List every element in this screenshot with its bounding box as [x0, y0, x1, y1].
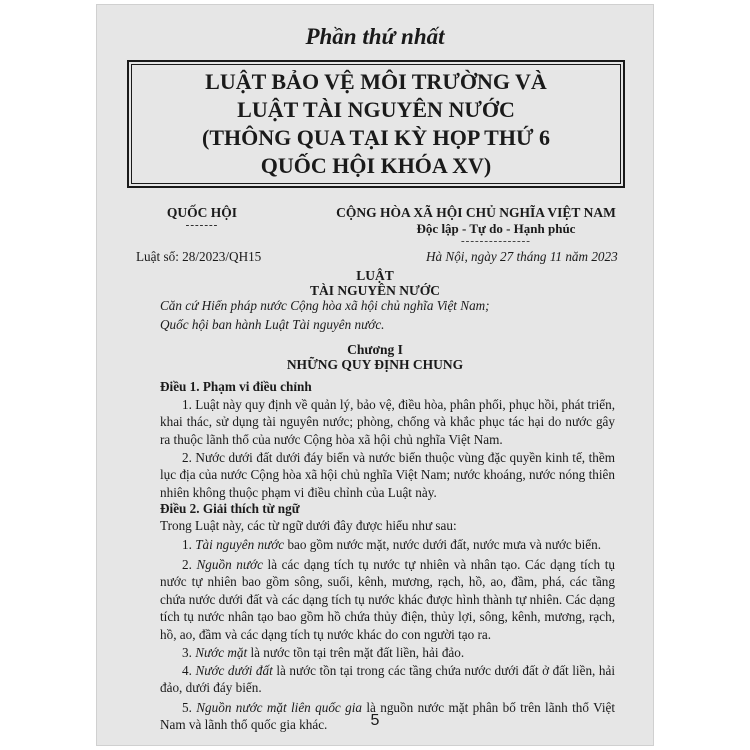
law-type: LUẬT	[356, 268, 394, 283]
motto-dash: ---------------	[461, 235, 531, 247]
article-1-heading: Điều 1. Phạm vi điều chỉnh	[160, 379, 312, 394]
defined-term: Tài nguyên nước	[195, 537, 285, 552]
defined-term: Nguồn nước mặt liên quốc gia	[196, 700, 362, 715]
defined-term: Nguồn nước	[196, 557, 263, 572]
issuer: QUỐC HỘI	[166, 205, 238, 220]
issuer-dash: -------	[185, 219, 219, 231]
article-2-intro: Trong Luật này, các từ ngữ dưới đây được hiểu như sau:	[160, 518, 457, 533]
definition-item: 3. Nước mặt là nước tồn tại trên mặt đất liền, hải đảo.	[182, 645, 465, 660]
motto: Độc lập - Tự do - Hạnh phúc	[416, 221, 576, 236]
article-1-paragraph: 2. Nước dưới đất dưới đáy biển và nước biển thuộc vùng đặc quyền kinh tế, thềm lục địa của nước Cộng hòa xã hội chủ nghĩa Việt Nam; nước khoáng, nước nóng thiên nhiên không thuộc phạm vi điều chỉnh của Luật này.	[160, 450, 615, 500]
definition-item: 4. Nước dưới đất là nước tồn tại trong các tầng chứa nước dưới đất ở đất liền, hải đảo, dưới đáy biển.	[160, 663, 616, 696]
document-page	[96, 4, 654, 746]
preamble-line: Quốc hội ban hành Luật Tài nguyên nước.	[160, 317, 385, 332]
defined-term: Nước mặt	[195, 645, 248, 660]
place-date: Hà Nội, ngày 27 tháng 11 năm 2023	[426, 249, 618, 264]
title-line: LUẬT BẢO VỆ MÔI TRƯỜNG VÀ	[205, 69, 547, 94]
definition-item: 5. Nguồn nước mặt liên quốc gia là nguồn nước mặt phân bố trên lãnh thổ Việt Nam và lãnh thổ quốc gia khác.	[160, 700, 616, 733]
article-1-paragraph: 1. Luật này quy định về quản lý, bảo vệ, điều hòa, phân phối, phục hồi, phát triển, khai thác, sử dụng tài nguyên nước; phòng, chống và khắc phục tác hại do nước gây ra thuộc lãnh thổ của nước Cộng hòa xã hội chủ nghĩa Việt Nam.	[160, 397, 615, 447]
title-box	[127, 60, 625, 188]
defined-term: Nước dưới đất	[195, 663, 273, 678]
title-line: LUẬT TÀI NGUYÊN NƯỚC	[237, 97, 515, 122]
title-line: (THÔNG QUA TẠI KỲ HỌP THỨ 6	[202, 125, 550, 150]
part-title: Phần thứ nhất	[305, 24, 445, 49]
article-2-heading: Điều 2. Giải thích từ ngữ	[160, 501, 300, 516]
country-name: CỘNG HÒA XÃ HỘI CHỦ NGHĨA VIỆT NAM	[336, 205, 616, 220]
definition-item: 2. Nguồn nước là các dạng tích tụ nước tự nhiên và nhân tạo. Các dạng tích tụ nước tự nhiên bao gồm sông, suối, kênh, mương, rạch, hồ, ao, đầm, phá, các tầng chứa nước dưới đất và các dạng tích tụ nước khác được hình thành tự nhiên. Các dạng tích tụ nước nhân tạo bao gồm hồ chứa thủy điện, thủy lợi, sông, kênh, mương, rạch, hồ, ao, đầm và các dạng tích tụ nước khác do con người tạo ra.	[160, 557, 615, 642]
law-name: TÀI NGUYÊN NƯỚC	[309, 283, 440, 298]
chapter-label: Chương I	[347, 342, 403, 357]
title-line: QUỐC HỘI KHÓA XV)	[260, 153, 492, 178]
law-number: Luật số: 28/2023/QH15	[136, 249, 262, 264]
chapter-title: NHỮNG QUY ĐỊNH CHUNG	[286, 357, 464, 372]
preamble-line: Căn cứ Hiến pháp nước Cộng hòa xã hội chủ nghĩa Việt Nam;	[160, 298, 490, 313]
definition-item: 1. Tài nguyên nước bao gồm nước mặt, nước dưới đất, nước mưa và nước biển.	[182, 537, 602, 552]
page-number: 5	[370, 712, 380, 729]
